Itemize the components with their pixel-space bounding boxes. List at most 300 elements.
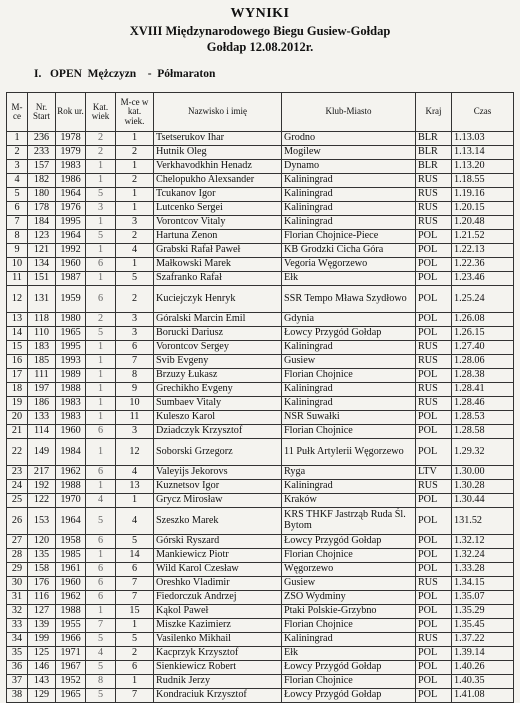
cell-start-number: 116	[28, 591, 56, 605]
cell-birth-year: 1970	[56, 494, 86, 508]
cell-place: 24	[7, 480, 28, 494]
cell-name: Miszke Kazimierz	[154, 619, 282, 633]
table-row	[7, 494, 514, 508]
cell-place: 13	[7, 313, 28, 327]
cell-name: Rudnik Jerzy	[154, 675, 282, 689]
cell-birth-year: 1965	[56, 327, 86, 341]
cell-name: Grechikho Evgeny	[154, 383, 282, 397]
table-row	[7, 132, 514, 146]
cell-start-number: 135	[28, 549, 56, 563]
cell-start-number: 114	[28, 425, 56, 439]
cell-category-place: 14	[116, 549, 154, 563]
cell-club: 11 Pułk Artylerii Węgorzewo	[282, 439, 416, 466]
cell-place: 1	[7, 132, 28, 146]
cell-time: 1.30.28	[452, 480, 514, 494]
table-row	[7, 661, 514, 675]
cell-start-number: 146	[28, 661, 56, 675]
cell-club: Kaliningrad	[282, 480, 416, 494]
cell-birth-year: 1960	[56, 258, 86, 272]
cell-age-category: 1	[86, 244, 116, 258]
section-heading: I. OPEN Mężczyzn - Półmaraton	[34, 68, 216, 80]
cell-name: Kuleszo Karol	[154, 411, 282, 425]
cell-time: 1.20.48	[452, 216, 514, 230]
cell-start-number: 176	[28, 577, 56, 591]
cell-country: POL	[416, 272, 452, 286]
cell-country: POL	[416, 327, 452, 341]
cell-age-category: 1	[86, 355, 116, 369]
cell-age-category: 6	[86, 258, 116, 272]
cell-start-number: 125	[28, 647, 56, 661]
cell-time: 1.23.46	[452, 272, 514, 286]
cell-time: 1.13.14	[452, 146, 514, 160]
cell-age-category: 6	[86, 577, 116, 591]
cell-country: POL	[416, 563, 452, 577]
cell-club: Gusiew	[282, 577, 416, 591]
cell-country: POL	[416, 286, 452, 313]
cell-place: 14	[7, 327, 28, 341]
cell-category-place: 10	[116, 397, 154, 411]
cell-country: RUS	[416, 202, 452, 216]
cell-name: Małkowski Marek	[154, 258, 282, 272]
cell-age-category: 1	[86, 369, 116, 383]
cell-country: POL	[416, 675, 452, 689]
results-table	[6, 92, 514, 703]
cell-place: 29	[7, 563, 28, 577]
cell-category-place: 5	[116, 633, 154, 647]
cell-country: POL	[416, 494, 452, 508]
cell-time: 1.26.08	[452, 313, 514, 327]
cell-category-place: 13	[116, 480, 154, 494]
cell-country: BLR	[416, 132, 452, 146]
cell-place: 26	[7, 508, 28, 535]
cell-name: Hartuna Zenon	[154, 230, 282, 244]
cell-birth-year: 1964	[56, 188, 86, 202]
table-row	[7, 689, 514, 703]
cell-start-number: 123	[28, 230, 56, 244]
cell-category-place: 7	[116, 577, 154, 591]
cell-start-number: 233	[28, 146, 56, 160]
cell-birth-year: 1983	[56, 397, 86, 411]
cell-club: Mogilew	[282, 146, 416, 160]
cell-country: RUS	[416, 188, 452, 202]
cell-start-number: 118	[28, 313, 56, 327]
cell-time: 1.35.29	[452, 605, 514, 619]
cell-category-place: 1	[116, 188, 154, 202]
table-row	[7, 146, 514, 160]
cell-time: 1.37.22	[452, 633, 514, 647]
cell-country: RUS	[416, 480, 452, 494]
cell-club: Łowcy Przygód Gołdap	[282, 535, 416, 549]
cell-name: Kondraciuk Krzysztof	[154, 689, 282, 703]
cell-age-category: 6	[86, 286, 116, 313]
cell-age-category: 2	[86, 146, 116, 160]
cell-time: 1.29.32	[452, 439, 514, 466]
cell-time: 1.33.28	[452, 563, 514, 577]
table-row	[7, 508, 514, 535]
cell-name: Vasilenko Mikhail	[154, 633, 282, 647]
cell-category-place: 6	[116, 661, 154, 675]
cell-birth-year: 1979	[56, 146, 86, 160]
cell-country: POL	[416, 230, 452, 244]
cell-club: Kraków	[282, 494, 416, 508]
cell-age-category: 1	[86, 480, 116, 494]
cell-place: 38	[7, 689, 28, 703]
cell-age-category: 1	[86, 174, 116, 188]
cell-category-place: 4	[116, 244, 154, 258]
cell-name: Grycz Mirosław	[154, 494, 282, 508]
cell-age-category: 6	[86, 425, 116, 439]
cell-age-category: 6	[86, 466, 116, 480]
cell-place: 21	[7, 425, 28, 439]
cell-age-category: 5	[86, 508, 116, 535]
cell-time: 1.18.55	[452, 174, 514, 188]
cell-name: Kuznetsov Igor	[154, 480, 282, 494]
cell-category-place: 5	[116, 535, 154, 549]
cell-time: 1.26.15	[452, 327, 514, 341]
col-header-birth-year: Rok ur.	[56, 93, 86, 132]
cell-start-number: 110	[28, 327, 56, 341]
cell-time: 1.22.13	[452, 244, 514, 258]
cell-start-number: 133	[28, 411, 56, 425]
cell-place: 3	[7, 160, 28, 174]
cell-age-category: 5	[86, 661, 116, 675]
cell-category-place: 7	[116, 591, 154, 605]
cell-club: Ełk	[282, 647, 416, 661]
cell-country: RUS	[416, 174, 452, 188]
cell-time: 1.41.08	[452, 689, 514, 703]
table-row	[7, 605, 514, 619]
cell-start-number: 129	[28, 689, 56, 703]
table-row	[7, 425, 514, 439]
cell-birth-year: 1984	[56, 439, 86, 466]
table-row	[7, 188, 514, 202]
cell-name: Kuciejczyk Henryk	[154, 286, 282, 313]
cell-country: POL	[416, 244, 452, 258]
cell-birth-year: 1988	[56, 605, 86, 619]
table-row	[7, 202, 514, 216]
cell-club: Ptaki Polskie-Grzybno	[282, 605, 416, 619]
cell-club: ZSO Wydminy	[282, 591, 416, 605]
table-row	[7, 369, 514, 383]
cell-start-number: 180	[28, 188, 56, 202]
cell-age-category: 4	[86, 494, 116, 508]
cell-start-number: 183	[28, 341, 56, 355]
col-header-club: Klub-Miasto	[282, 93, 416, 132]
cell-name: Oreshko Vladimir	[154, 577, 282, 591]
col-header-category-place: M-ce w kat. wiek.	[116, 93, 154, 132]
cell-birth-year: 1965	[56, 689, 86, 703]
cell-age-category: 1	[86, 549, 116, 563]
cell-place: 32	[7, 605, 28, 619]
cell-name: Sumbaev Vitaly	[154, 397, 282, 411]
cell-club: Dynamo	[282, 160, 416, 174]
cell-age-category: 5	[86, 689, 116, 703]
cell-birth-year: 1988	[56, 480, 86, 494]
cell-place: 37	[7, 675, 28, 689]
cell-name: Soborski Grzegorz	[154, 439, 282, 466]
cell-birth-year: 1964	[56, 508, 86, 535]
cell-name: Fiedorczuk Andrzej	[154, 591, 282, 605]
cell-name: Svib Evgeny	[154, 355, 282, 369]
table-row	[7, 272, 514, 286]
cell-birth-year: 1983	[56, 411, 86, 425]
cell-start-number: 185	[28, 355, 56, 369]
cell-start-number: 157	[28, 160, 56, 174]
cell-age-category: 5	[86, 188, 116, 202]
cell-name: Mankiewicz Piotr	[154, 549, 282, 563]
cell-place: 33	[7, 619, 28, 633]
cell-country: POL	[416, 439, 452, 466]
cell-club: Węgorzewo	[282, 563, 416, 577]
cell-age-category: 5	[86, 633, 116, 647]
cell-name: Lutcenko Sergei	[154, 202, 282, 216]
cell-category-place: 2	[116, 174, 154, 188]
cell-country: BLR	[416, 146, 452, 160]
cell-name: Grabski Rafał Paweł	[154, 244, 282, 258]
cell-place: 7	[7, 216, 28, 230]
cell-name: Valeyijs Jekorovs	[154, 466, 282, 480]
cell-birth-year: 1961	[56, 563, 86, 577]
cell-age-category: 1	[86, 272, 116, 286]
cell-name: Wild Karol Czesław	[154, 563, 282, 577]
table-row	[7, 216, 514, 230]
cell-country: POL	[416, 591, 452, 605]
cell-place: 27	[7, 535, 28, 549]
cell-place: 16	[7, 355, 28, 369]
cell-time: 1.28.41	[452, 383, 514, 397]
cell-category-place: 2	[116, 286, 154, 313]
cell-birth-year: 1987	[56, 272, 86, 286]
cell-birth-year: 1960	[56, 577, 86, 591]
cell-category-place: 12	[116, 439, 154, 466]
cell-club: Florian Chojnice	[282, 675, 416, 689]
cell-time: 1.28.58	[452, 425, 514, 439]
cell-category-place: 1	[116, 675, 154, 689]
results-body	[7, 132, 514, 703]
cell-country: POL	[416, 689, 452, 703]
cell-country: LTV	[416, 466, 452, 480]
cell-name: Szafranko Rafał	[154, 272, 282, 286]
cell-age-category: 5	[86, 327, 116, 341]
cell-country: RUS	[416, 397, 452, 411]
cell-start-number: 186	[28, 397, 56, 411]
cell-time: 1.28.38	[452, 369, 514, 383]
table-row	[7, 327, 514, 341]
col-header-country: Kraj	[416, 93, 452, 132]
cell-birth-year: 1978	[56, 132, 86, 146]
table-row	[7, 160, 514, 174]
table-row	[7, 480, 514, 494]
cell-start-number: 139	[28, 619, 56, 633]
cell-start-number: 121	[28, 244, 56, 258]
cell-country: POL	[416, 549, 452, 563]
cell-age-category: 1	[86, 605, 116, 619]
cell-time: 1.13.03	[452, 132, 514, 146]
cell-age-category: 1	[86, 341, 116, 355]
cell-time: 1.28.53	[452, 411, 514, 425]
cell-country: POL	[416, 647, 452, 661]
table-row	[7, 244, 514, 258]
event-date: Gołdap 12.08.2012r.	[206, 40, 314, 54]
cell-time: 1.34.15	[452, 577, 514, 591]
table-header-row	[7, 93, 514, 132]
cell-category-place: 3	[116, 313, 154, 327]
cell-name: Hutnik Oleg	[154, 146, 282, 160]
cell-category-place: 3	[116, 327, 154, 341]
cell-start-number: 149	[28, 439, 56, 466]
cell-time: 1.19.16	[452, 188, 514, 202]
cell-country: RUS	[416, 355, 452, 369]
cell-place: 23	[7, 466, 28, 480]
cell-place: 8	[7, 230, 28, 244]
cell-birth-year: 1989	[56, 369, 86, 383]
cell-country: BLR	[416, 160, 452, 174]
cell-place: 17	[7, 369, 28, 383]
cell-club: Kaliningrad	[282, 188, 416, 202]
col-header-place: M-ce	[7, 93, 28, 132]
cell-name: Brzuzy Łukasz	[154, 369, 282, 383]
cell-place: 2	[7, 146, 28, 160]
cell-time: 1.35.07	[452, 591, 514, 605]
col-header-age-category: Kat. wiek	[86, 93, 116, 132]
cell-country: POL	[416, 661, 452, 675]
cell-birth-year: 1964	[56, 230, 86, 244]
cell-time: 1.21.52	[452, 230, 514, 244]
cell-birth-year: 1980	[56, 313, 86, 327]
cell-category-place: 7	[116, 355, 154, 369]
cell-time: 1.22.36	[452, 258, 514, 272]
cell-place: 34	[7, 633, 28, 647]
cell-start-number: 120	[28, 535, 56, 549]
cell-name: Tcukanov Igor	[154, 188, 282, 202]
cell-club: Florian Chojnice	[282, 549, 416, 563]
cell-start-number: 178	[28, 202, 56, 216]
cell-time: 1.32.12	[452, 535, 514, 549]
cell-time: 1.13.20	[452, 160, 514, 174]
cell-age-category: 2	[86, 132, 116, 146]
cell-category-place: 7	[116, 689, 154, 703]
cell-place: 9	[7, 244, 28, 258]
cell-category-place: 6	[116, 341, 154, 355]
table-row	[7, 549, 514, 563]
cell-time: 131.52	[452, 508, 514, 535]
cell-birth-year: 1952	[56, 675, 86, 689]
cell-category-place: 6	[116, 563, 154, 577]
table-row	[7, 535, 514, 549]
table-row	[7, 383, 514, 397]
cell-birth-year: 1993	[56, 355, 86, 369]
cell-name: Chelopukho Alexsander	[154, 174, 282, 188]
cell-club: Łowcy Przygód Gołdap	[282, 689, 416, 703]
cell-club: Kaliningrad	[282, 174, 416, 188]
cell-age-category: 1	[86, 383, 116, 397]
cell-club: SSR Tempo Mława Szydłowo	[282, 286, 416, 313]
cell-category-place: 15	[116, 605, 154, 619]
cell-place: 36	[7, 661, 28, 675]
cell-category-place: 1	[116, 160, 154, 174]
cell-country: POL	[416, 535, 452, 549]
cell-club: Łowcy Przygód Gołdap	[282, 661, 416, 675]
cell-birth-year: 1958	[56, 535, 86, 549]
cell-age-category: 8	[86, 675, 116, 689]
cell-category-place: 3	[116, 425, 154, 439]
cell-time: 1.30.44	[452, 494, 514, 508]
cell-start-number: 197	[28, 383, 56, 397]
cell-category-place: 3	[116, 216, 154, 230]
cell-place: 12	[7, 286, 28, 313]
table-row	[7, 439, 514, 466]
cell-age-category: 6	[86, 535, 116, 549]
cell-time: 1.32.24	[452, 549, 514, 563]
table-row	[7, 411, 514, 425]
cell-club: Kaliningrad	[282, 383, 416, 397]
cell-start-number: 151	[28, 272, 56, 286]
cell-country: POL	[416, 508, 452, 535]
cell-name: Tsetserukov Ihar	[154, 132, 282, 146]
cell-birth-year: 1962	[56, 591, 86, 605]
cell-age-category: 3	[86, 202, 116, 216]
cell-name: Szeszko Marek	[154, 508, 282, 535]
cell-club: Łowcy Przygód Gołdap	[282, 327, 416, 341]
cell-category-place: 8	[116, 369, 154, 383]
cell-country: POL	[416, 619, 452, 633]
table-row	[7, 633, 514, 647]
cell-birth-year: 1959	[56, 286, 86, 313]
cell-club: Kaliningrad	[282, 216, 416, 230]
cell-place: 20	[7, 411, 28, 425]
cell-place: 11	[7, 272, 28, 286]
cell-time: 1.27.40	[452, 341, 514, 355]
cell-name: Góralski Marcin Emil	[154, 313, 282, 327]
cell-name: Dziadczyk Krzysztof	[154, 425, 282, 439]
cell-time: 1.28.46	[452, 397, 514, 411]
cell-start-number: 192	[28, 480, 56, 494]
cell-age-category: 6	[86, 563, 116, 577]
cell-time: 1.28.06	[452, 355, 514, 369]
cell-birth-year: 1976	[56, 202, 86, 216]
cell-country: RUS	[416, 383, 452, 397]
cell-time: 1.35.45	[452, 619, 514, 633]
cell-start-number: 217	[28, 466, 56, 480]
cell-age-category: 5	[86, 230, 116, 244]
cell-club: Kaliningrad	[282, 341, 416, 355]
cell-name: Sienkiewicz Robert	[154, 661, 282, 675]
table-row	[7, 230, 514, 244]
cell-age-category: 4	[86, 647, 116, 661]
table-row	[7, 355, 514, 369]
table-row	[7, 675, 514, 689]
table-row	[7, 174, 514, 188]
cell-club: KRS THKF Jastrząb Ruda Śl. Bytom	[282, 508, 416, 535]
cell-club: NSR Suwałki	[282, 411, 416, 425]
cell-time: 1.40.26	[452, 661, 514, 675]
cell-category-place: 2	[116, 647, 154, 661]
cell-age-category: 1	[86, 160, 116, 174]
cell-name: Kąkol Paweł	[154, 605, 282, 619]
cell-age-category: 1	[86, 411, 116, 425]
cell-club: Florian Chojnice	[282, 619, 416, 633]
cell-start-number: 236	[28, 132, 56, 146]
cell-start-number: 153	[28, 508, 56, 535]
cell-category-place: 4	[116, 466, 154, 480]
cell-birth-year: 1966	[56, 633, 86, 647]
cell-club: Gusiew	[282, 355, 416, 369]
cell-country: POL	[416, 258, 452, 272]
cell-time: 1.40.35	[452, 675, 514, 689]
cell-place: 5	[7, 188, 28, 202]
cell-country: RUS	[416, 216, 452, 230]
cell-category-place: 1	[116, 619, 154, 633]
